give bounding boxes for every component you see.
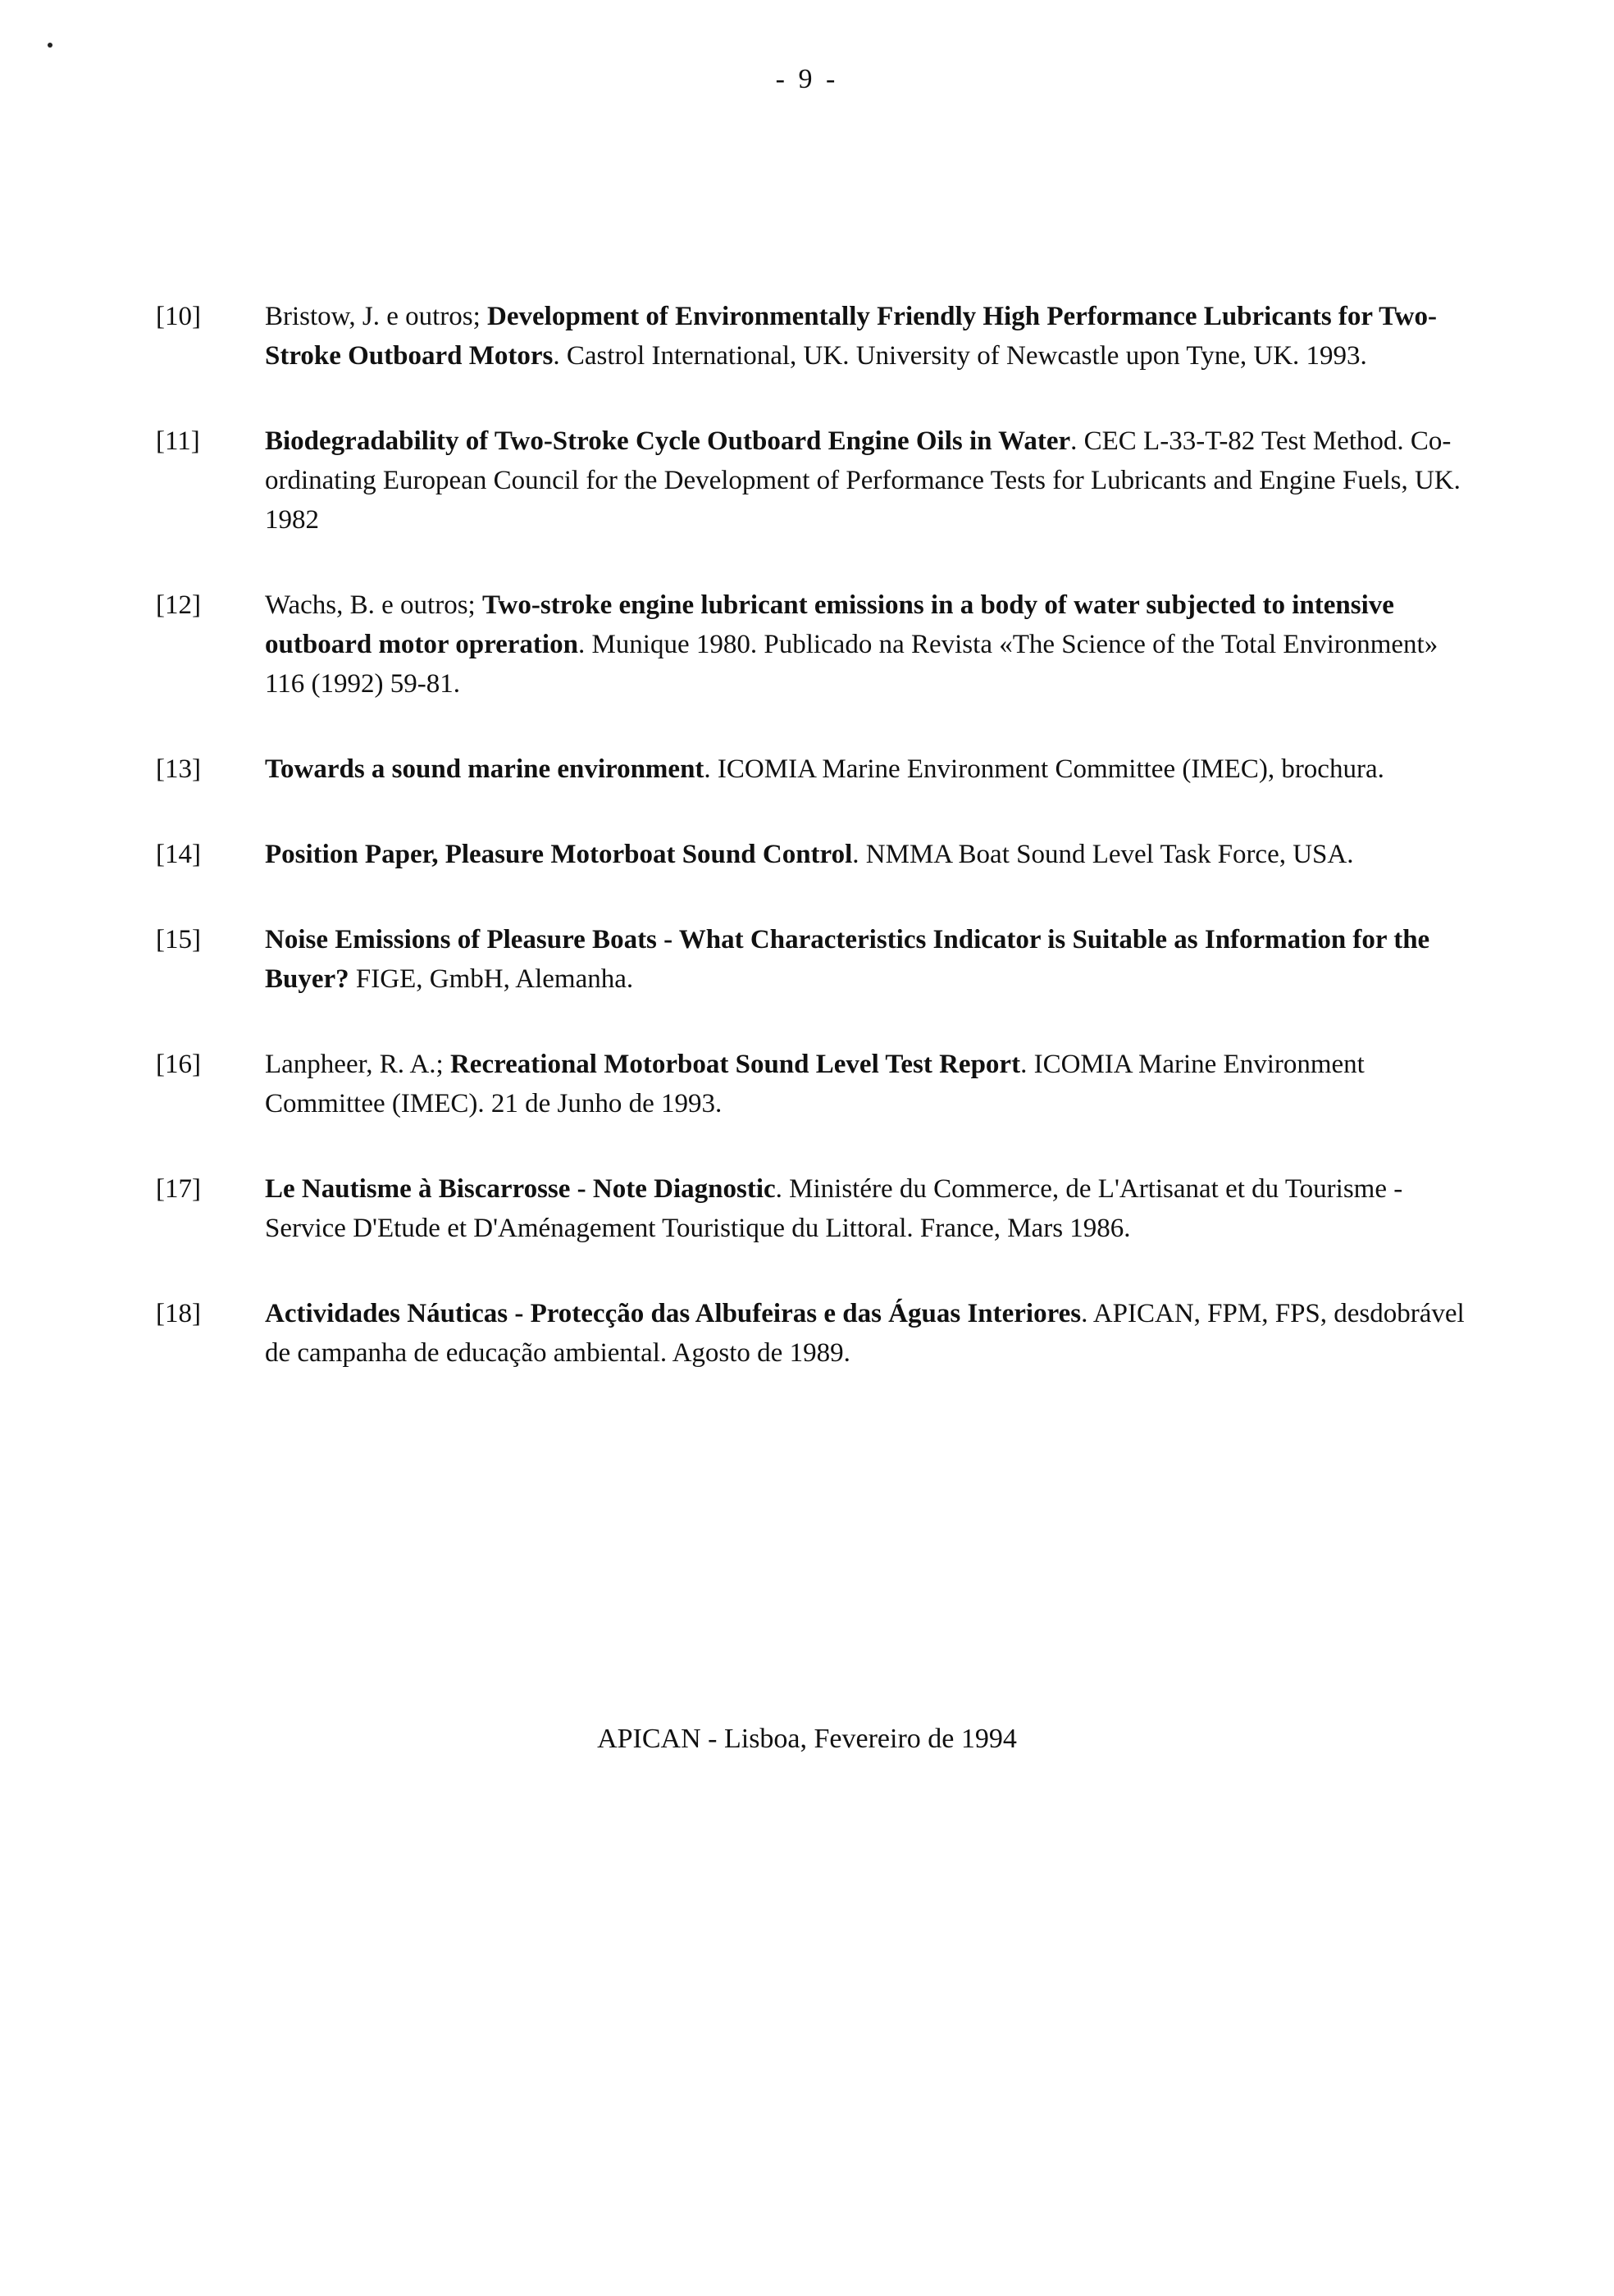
- reference-number: [12]: [156, 590, 201, 620]
- reference-list: [156, 297, 1468, 1419]
- reference-details: . NMMA Boat Sound Level Task Force, USA.: [852, 840, 1354, 869]
- reference-item: [156, 421, 1468, 540]
- reference-item: [156, 585, 1468, 704]
- reference-item: [156, 1169, 1468, 1248]
- scan-speck: [48, 43, 52, 48]
- reference-number: [17]: [156, 1174, 201, 1204]
- reference-item: [156, 835, 1468, 874]
- reference-text: [265, 1045, 1468, 1123]
- reference-title: Position Paper, Pleasure Motorboat Sound Control: [265, 840, 853, 869]
- reference-item: [156, 1045, 1468, 1123]
- reference-details: . Castrol International, UK. University of Newcastle upon Tyne, UK. 1993.: [553, 341, 1367, 371]
- reference-details: . CEC L-33-T-82 Test Method. Co-ordinating European Council for the Development of Performance Tests for Lubricants and Engine Fuels, UK. 1982: [265, 426, 1461, 535]
- reference-text: [265, 749, 1468, 789]
- reference-number: [18]: [156, 1299, 201, 1328]
- reference-authors: Lanpheer, R. A.;: [265, 1050, 450, 1079]
- reference-text: [265, 1294, 1468, 1373]
- reference-number: [11]: [156, 426, 200, 456]
- reference-text: [265, 920, 1468, 999]
- reference-title: Le Nautisme à Biscarrosse - Note Diagnostic: [265, 1174, 776, 1204]
- reference-text: [265, 297, 1468, 376]
- reference-details: . Munique 1980. Publicado na Revista «The Science of the Total Environment» 116 (1992) 59-81.: [265, 630, 1438, 699]
- reference-title: Actividades Náuticas - Protecção das Albufeiras e das Águas Interiores: [265, 1299, 1082, 1328]
- reference-details: . ICOMIA Marine Environment Committee (IMEC). 21 de Junho de 1993.: [265, 1050, 1365, 1118]
- reference-authors: Bristow, J. e outros;: [265, 302, 488, 331]
- reference-text: [265, 421, 1468, 540]
- reference-title: Two-stroke engine lubricant emissions in a body of water subjected to intensive outboard motor opreration: [265, 590, 1394, 659]
- reference-number: [10]: [156, 302, 201, 331]
- reference-details: . ICOMIA Marine Environment Committee (IMEC), brochura.: [704, 754, 1384, 784]
- reference-title: Development of Environmentally Friendly High Performance Lubricants for Two-Stroke Outboard Motors: [265, 302, 1437, 371]
- reference-item: [156, 297, 1468, 376]
- page-footer: APICAN - Lisboa, Fevereiro de 1994: [597, 1724, 1017, 1754]
- reference-details: . APICAN, FPM, FPS, desdobrável de campanha de educação ambiental. Agosto de 1989.: [265, 1299, 1465, 1368]
- reference-details: FIGE, GmbH, Alemanha.: [349, 964, 634, 994]
- reference-title: Noise Emissions of Pleasure Boats - What Characteristics Indicator is Suitable as Information for the Buyer?: [265, 925, 1430, 994]
- reference-text: [265, 585, 1468, 704]
- reference-title: Towards a sound marine environment: [265, 754, 704, 784]
- reference-title: Biodegradability of Two-Stroke Cycle Outboard Engine Oils in Water: [265, 426, 1071, 456]
- reference-item: [156, 749, 1468, 789]
- reference-details: . Ministére du Commerce, de L'Artisanat et du Tourisme - Service D'Etude et D'Aménagement Touristique du Littoral. France, Mars 1986.: [265, 1174, 1403, 1243]
- reference-number: [16]: [156, 1050, 201, 1079]
- reference-item: [156, 1294, 1468, 1373]
- reference-item: [156, 920, 1468, 999]
- reference-text: [265, 835, 1468, 874]
- reference-number: [13]: [156, 754, 201, 784]
- reference-number: [14]: [156, 840, 201, 869]
- reference-text: [265, 1169, 1468, 1248]
- reference-title: Recreational Motorboat Sound Level Test Report: [449, 1050, 1021, 1079]
- reference-authors: Wachs, B. e outros;: [265, 590, 482, 620]
- reference-number: [15]: [156, 925, 201, 954]
- page-number: - 9 -: [775, 64, 839, 94]
